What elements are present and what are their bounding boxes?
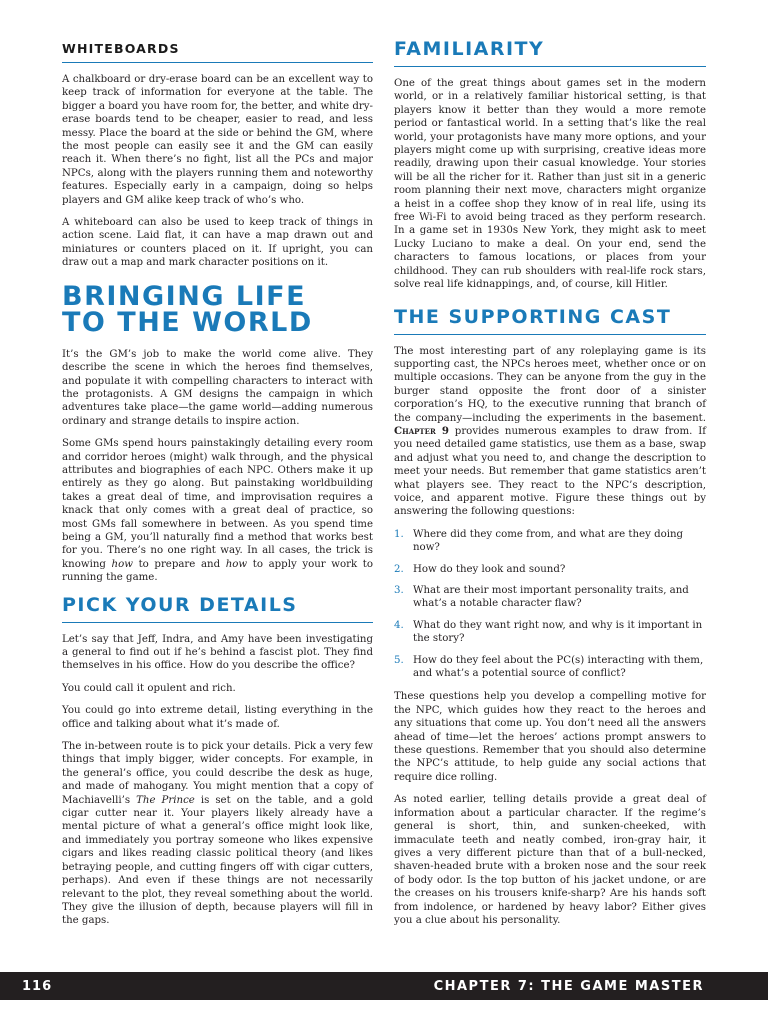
bringing-life-heading-line-2: TO THE WORLD [62,306,313,338]
page-footer [0,972,768,1000]
list-number: 4. [394,619,404,631]
book-title-the-prince: The Prince [136,794,195,806]
whiteboards-heading: WHITEBOARDS [62,41,373,63]
list-number: 5. [394,654,404,666]
emphasis-how-1: how [111,558,133,570]
supporting-cast-heading: THE SUPPORTING CAST [394,306,706,335]
list-item-text: Where did they come from, and what are they doing now? [413,528,684,554]
chapter-reference: Chapter 9 [394,424,449,437]
list-number: 1. [394,528,404,540]
pick-your-details-heading: PICK YOUR DETAILS [62,594,373,623]
page-number: 116 [22,979,53,994]
list-item-text: What do they want right now, and why is it important in the story? [413,619,703,645]
list-item [394,563,706,576]
npc-questions-list [394,528,706,681]
list-item [394,619,706,646]
list-number: 2. [394,563,404,575]
chapter-title: CHAPTER 7: THE GAME MASTER [433,979,704,994]
whiteboards-paragraph-1: A chalkboard or dry-erase board can be an excellent way to keep track of information for everyone at the table. The bigger a board you have room for, the better, and white dry-erase boards tend to be cheaper, easier to read, and less messy. Place the board at the side or behind the GM, where the most people can easily see it and the GM can easily reach it. When there’s no fight, list all the PCs and major NPCs, along with the players running them and noteworthy features. Especially early in a campaign, doing so helps players and GM alike keep track of who’s who. [62,74,373,206]
bringing-life-paragraph-1: It’s the GM’s job to make the world come alive. They describe the scene in which the heroes find themselves, and populate it with compelling characters to interact with the protagonists. A GM designs the campaign in which adventures take place—the game world—adding numerous ordinary and strange details to inspire action. [62,348,373,427]
text-run: The most interesting part of any roleplaying game is its supporting cast, the NPCs heroes meet, whether once or on multiple occasions. They can be anyone from the guy in the burger stand opposite the front door of a sinister corporation’s HQ, to the executive running that branch of the company—including the experiments in the basement. [394,345,706,424]
pick-details-paragraph-3: You could go into extreme detail, listing everything in the office and talking about what it’s made of. [62,705,373,730]
whiteboards-paragraph-2: A whiteboard can also be used to keep track of things in action scene. Laid flat, it can have a map drawn out and miniatures or counters placed on it. If upright, you can draw out a map and mark character positions on it. [62,217,373,269]
bringing-life-heading [62,280,373,338]
supporting-cast-paragraph-2: These questions help you develop a compelling motive for the NPC, which guides how they react to the heroes and any situations that come up. You don’t need all the answers ahead of time—let the heroes’ actions prompt answers to these questions. Remember that you should also determine the NPC’s attitude, to help guide any social actions that require dice rolling. [394,691,706,783]
right-column [394,38,706,936]
supporting-cast-paragraph-1 [394,345,706,519]
pick-details-paragraph-1: Let’s say that Jeff, Indra, and Amy have been investigating a general to find out if he’s behind a fascist plot. They find themselves in his office. How do you describe the office? [62,633,373,672]
bringing-life-heading-line-1: BRINGING LIFE [62,280,307,312]
text-run: Some GMs spend hours painstakingly detailing every room and corridor heroes (might) walk through, and the physical attributes and biographies of each NPC. Others make it up entirely as they go along. But painstaking worldbuilding takes a great deal of time, and improvisation requires a knack that only comes with a great deal of practice, so most GMs fall somewhere in between. As you spend time being a GM, you’ll naturally find a method that works best for you. There’s no one right way. In all cases, the trick is knowing [62,438,373,570]
familiarity-heading: FAMILIARITY [394,38,706,67]
emphasis-how-2: how [225,558,248,570]
bringing-life-paragraph-2 [62,437,373,584]
list-item-text: How do they look and sound? [413,563,566,575]
list-item [394,654,706,681]
text-run: is set on the table, and a gold cigar cutter near it. Your players likely already have a mental picture of what a general’s office might look like, and immediately you portray someone who likes expensive cigars and likes reading classic political theory (and likes betraying people, and cutting fingers off with cigar cutters, perhaps). And even if these things are not necessarily relevant to the plot, they reveal something about the world. They give the illusion of depth, because players will fill in the gaps. [62,794,373,927]
list-item-text: What are their most important personality traits, and what’s a notable character flaw? [413,585,689,610]
text-run: to apply your work to running the game. [62,558,373,584]
list-item [394,528,706,555]
pick-details-paragraph-2: You could call it opulent and rich. [62,682,236,694]
text-run: The in-between route is to pick your details. Pick a very few things that imply bigger, wider concepts. For example, in the general’s office, you could describe the desk as huge, and made of mahogany. You might mention that a copy of Machiavelli’s [62,741,373,806]
text-run: provides numerous examples to draw from. If you need detailed game statistics, use them as a base, swap and adjust what you need to, and change the description to meet your needs. But remember that game statistics aren’t what players see. They react to the NPC’s description, voice, and apparent motive. Figure these things out by answering the following questions: [394,425,706,518]
list-item-text: How do they feel about the PC(s) interacting with them, and what’s a potential source of conflict? [413,654,704,680]
list-number: 3. [394,585,404,596]
text-run: to prepare and [132,558,226,570]
left-column [62,38,373,937]
pick-details-paragraph-4 [62,740,373,928]
list-item [394,584,706,611]
familiarity-paragraph: One of the great things about games set in the modern world, or in a relatively familiar historical setting, is that players know it better than they would a more remote period or fantastical world. In a setting that’s like the real world, your protagonists have many more options, and your players might come up with surprising, creative ideas more readily, drawing upon their casual knowledge. Your stories will be all the richer for it. Rather than just sit in a generic room planning their next move, characters might organize a heist in a coffee shop they know of in real life, using its free Wi-Fi to avoid being traced as they perform research. In a game set in 1930s New York, they might ask to meet Lucky Luciano to make a deal. On your end, send the characters to famous locations, or places from your childhood. They can rub shoulders with real-life rock stars, solve real life kidnappings, and, of course, kill Hitler. [394,78,706,291]
supporting-cast-paragraph-3: As noted earlier, telling details provide a great deal of information about a particular character. If the regime’s general is short, thin, and sunken-cheeked, with immaculate teeth and neatly combed, iron-gray hair, it gives a very different picture than that of a bull-necked, shaven-headed brute with a broken nose and the sour reek of body odor. Is the top button of his jacket undone, or are the creases on his trousers knife-sharp? Are his hands soft from indolence, or hardened by heavy labor? Either gives you a clue about his personality. [394,794,706,926]
